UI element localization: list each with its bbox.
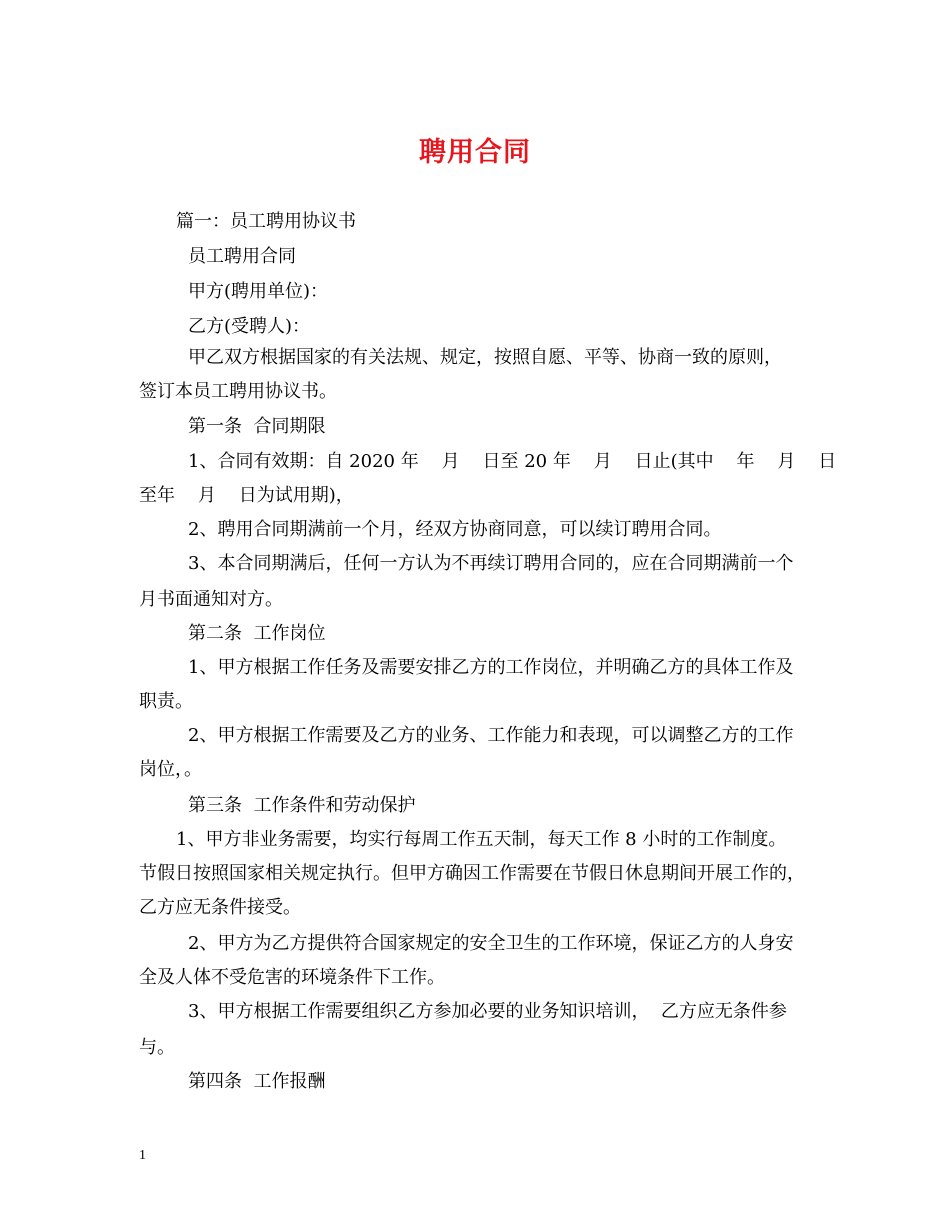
text-line: 甲乙双方根据国家的有关法规、规定，按照自愿、平等、协商一致的原则， <box>188 347 782 368</box>
text-line: 与。 <box>139 1037 175 1058</box>
text-line: 全及人体不受危害的环境条件下工作。 <box>139 967 445 988</box>
text-line: 2、甲方为乙方提供符合国家规定的安全卫生的工作环境，保证乙方的人身安 <box>188 933 794 954</box>
section-heading: 第四条 工作报酬 <box>188 1071 326 1092</box>
text-line: 2、甲方根据工作需要及乙方的业务、工作能力和表现，可以调整乙方的工作 <box>188 725 794 746</box>
text-line: 3、本合同期满后，任何一方认为不再续订聘用合同的，应在合同期满前一个 <box>188 553 794 574</box>
page-number: 1 <box>139 1148 146 1163</box>
section-heading: 第三条 工作条件和劳动保护 <box>188 795 416 816</box>
text-line: 1、合同有效期：自 2020 年 月 日至 20 年 月 日止(其中 年 月 日 <box>188 451 837 472</box>
text-line: 岗位，。 <box>139 759 202 780</box>
text-line: 月书面通知对方。 <box>139 589 283 610</box>
text-line: 职责。 <box>139 691 193 712</box>
text-line: 1、甲方非业务需要，均实行每周工作五天制，每天工作 8 小时的工作制度。 <box>176 829 787 850</box>
text-line: 节假日按照国家相关规定执行。但甲方确因工作需要在节假日休息期间开展工作的， <box>139 863 805 884</box>
text-line: 乙方应无条件接受。 <box>139 897 301 918</box>
text-line: 至年 月 日为试用期)， <box>139 485 354 506</box>
text-line: 1、甲方根据工作任务及需要安排乙方的工作岗位，并明确乙方的具体工作及 <box>188 657 794 678</box>
document-title: 聘用合同 <box>419 137 531 168</box>
text-line: 2、聘用合同期满前一个月，经双方协商同意，可以续订聘用合同。 <box>188 519 722 540</box>
text-line: 乙方(受聘人)： <box>188 316 311 337</box>
text-line: 甲方(聘用单位)： <box>188 281 329 302</box>
text-line: 员工聘用合同 <box>188 246 296 267</box>
text-line: 签订本员工聘用协议书。 <box>139 381 337 402</box>
section-heading: 第二条 工作岗位 <box>188 623 326 644</box>
text-line: 3、甲方根据工作需要组织乙方参加必要的业务知识培训， 乙方应无条件参 <box>188 1001 787 1022</box>
section-heading: 第一条 合同期限 <box>188 416 326 437</box>
text-line: 篇一：员工聘用协议书 <box>176 211 356 232</box>
